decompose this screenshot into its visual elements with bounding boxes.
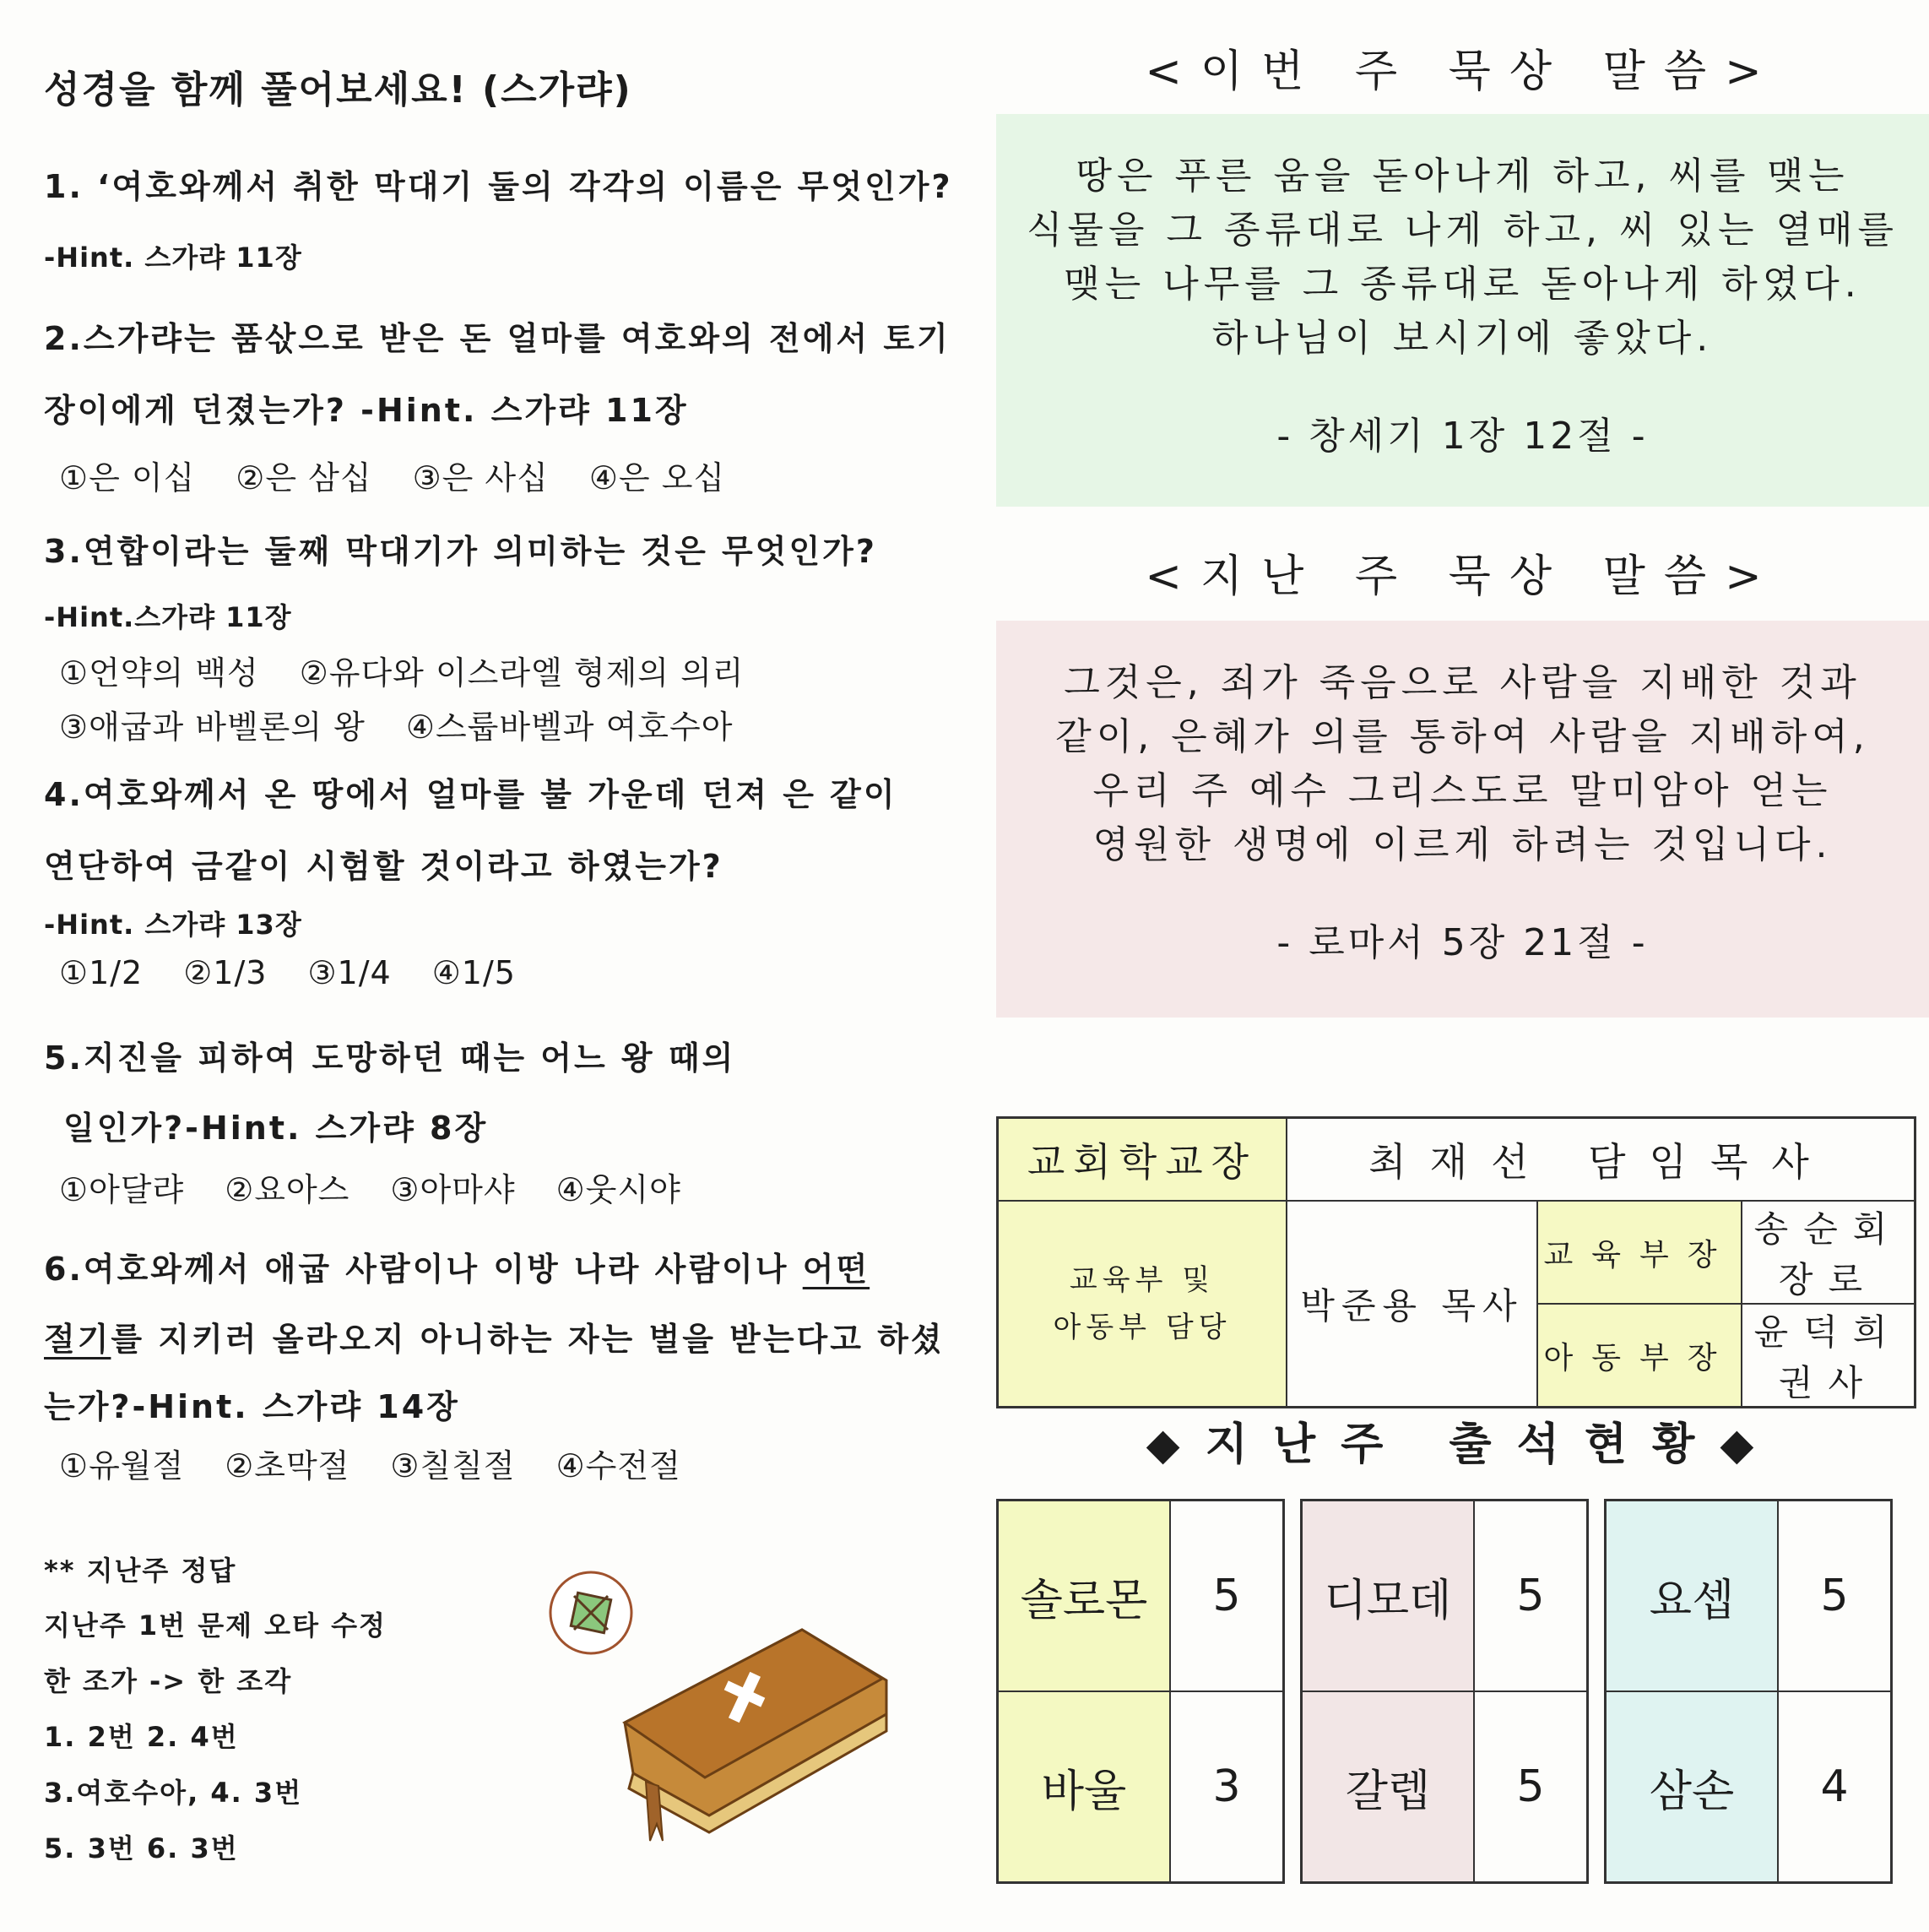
answers-header: ** 지난주 정답 [44,1555,237,1587]
last-week-heading: <지난 주 묵상 말씀> [1145,551,1780,602]
edu-head-name: 송순회장로 [1742,1201,1915,1304]
underlined-word: 절기 [44,1321,111,1358]
dept-name: 박준용 목사 [1287,1201,1537,1408]
verse-line: 그것은, 죄가 죽음으로 사람을 지배한 것과 [1064,661,1861,704]
option: ②1/3 [183,954,268,991]
class-name: 갈렙 [1302,1691,1475,1883]
verse-reference: - 창세기 1장 12절 - [1276,415,1649,458]
verse-line: 식물을 그 종류대로 나게 하고, 씨 있는 열매를 [1027,209,1899,252]
option: ③칠칠절 [390,1447,516,1484]
answers-line-2: 3.여호수아, 4. 3번 [44,1777,303,1809]
right-section [996,0,1929,1932]
question-2-line2: 장이에게 던졌는가? -Hint. 스가랴 11장 [44,392,689,429]
question-3-hint: -Hint.스가랴 11장 [44,601,292,633]
verse-line: 우리 주 예수 그리스도로 말미암아 얻는 [1092,769,1833,812]
question-3-options-row1 [59,647,785,693]
option: ④웃시야 [555,1171,681,1208]
question-4-line2: 연단하여 금같이 시험할 것이라고 하였는가? [44,848,723,885]
principal-name: 최재선 담임목사 [1287,1118,1915,1202]
option: ④은 오십 [588,459,726,497]
question-6-line1: 6.여호와께서 애굽 사람이나 이방 나라 사람이나 어떤 [44,1251,870,1288]
dept-label: 교육부 및 아동부 담당 [998,1201,1287,1408]
option: ③은 사십 [412,459,549,497]
class-count: 3 [1170,1691,1284,1883]
attendance-group-2 [1300,1499,1589,1884]
question-1: 1. ‘여호와께서 취한 막대기 둘의 각각의 이름은 무엇인가? [44,168,953,205]
option: ④수전절 [555,1447,681,1484]
question-3-options-row2 [59,701,773,747]
class-count: 4 [1778,1691,1892,1883]
option: ①1/2 [59,954,144,991]
bible-icon [523,1571,903,1849]
option: ①언약의 백성 [59,654,259,692]
class-name: 디모데 [1302,1501,1475,1692]
answers-line-1: 1. 2번 2. 4번 [44,1721,239,1753]
principal-label: 교회학교장 [998,1118,1287,1202]
question-3: 3.연합이라는 둘째 막대기가 의미하는 것은 무엇인가? [44,533,877,570]
verse-line: 땅은 푸른 움을 돋아나게 하고, 씨를 맺는 [1076,155,1850,198]
underlined-word: 어떤 [802,1251,870,1288]
verse-line: 맺는 나무를 그 종류대로 돋아나게 하였다. [1064,263,1861,306]
class-name: 삼손 [1606,1691,1779,1883]
question-6-line2: 절기를 지키러 올라오지 아니하는 자는 벌을 받는다고 하셨 [44,1321,945,1358]
option: ③1/4 [307,954,392,991]
attendance-group-1 [996,1499,1285,1884]
option: ②유다와 이스라엘 형제의 의리 [299,654,745,692]
attendance-title: ◆지난주 출석현황◆ [1146,1419,1780,1470]
verse-line: 영원한 생명에 이르게 하려는 것입니다. [1092,823,1833,866]
option: ③애굽과 바벨론의 왕 [59,708,366,746]
answers-fix: 지난주 1번 문제 오타 수정 [44,1609,387,1642]
question-5-options [59,1164,722,1210]
answers-line-3: 5. 3번 6. 3번 [44,1832,239,1864]
question-4-hint: -Hint. 스가랴 13장 [44,909,302,941]
question-2-line1: 2.스가랴는 품삯으로 받은 돈 얼마를 여호와의 전에서 토기 [44,320,951,357]
class-name: 바울 [998,1691,1171,1883]
child-head-name: 윤덕희권사 [1742,1304,1915,1408]
question-2-options [59,452,766,498]
option: ②은 삼십 [236,459,372,497]
last-week-verse-box [996,621,1929,1018]
class-count: 5 [1474,1691,1588,1883]
option: ④스룹바벨과 여호수아 [405,708,734,746]
question-6-options [59,1440,722,1486]
option: ②요아스 [225,1171,350,1208]
child-head-label: 아동부장 [1537,1304,1742,1408]
question-1-hint: -Hint. 스가랴 11장 [44,242,302,274]
option: ①유월절 [59,1447,185,1484]
option: ③아마샤 [390,1171,516,1208]
this-week-heading: <이번 주 묵상 말씀> [1145,46,1780,97]
verse-line: 같이, 은혜가 의를 통하여 사람을 지배하여, [1055,715,1870,758]
staff-table [996,1116,1916,1408]
answers-fix-detail: 한 조가 -> 한 조각 [44,1665,293,1697]
class-name: 요셉 [1606,1501,1779,1692]
this-week-verse-box [996,114,1929,507]
attendance-group-3 [1604,1499,1893,1884]
option: ②초막절 [225,1447,350,1484]
class-count: 5 [1778,1501,1892,1692]
question-5-line2: 일인가?-Hint. 스가랴 8장 [63,1110,489,1147]
question-4-options [59,954,556,991]
class-count: 5 [1170,1501,1284,1692]
edu-head-label: 교육부장 [1537,1201,1742,1304]
quiz-title: 성경을 함께 풀어보세요! (스가랴) [44,68,632,111]
verse-reference: - 로마서 5장 21절 - [1276,921,1649,964]
option: ①아달랴 [59,1171,185,1208]
class-name: 솔로몬 [998,1501,1171,1692]
question-5-line1: 5.지진을 피하여 도망하던 때는 어느 왕 때의 [44,1039,736,1077]
option: ④1/5 [431,954,516,991]
class-count: 5 [1474,1501,1588,1692]
verse-line: 하나님이 보시기에 좋았다. [1211,317,1714,360]
option: ①은 이십 [59,459,196,497]
question-6-line3: 는가?-Hint. 스가랴 14장 [44,1388,460,1425]
question-4-line1: 4.여호와께서 온 땅에서 얼마를 불 가운데 던져 은 같이 [44,776,897,813]
